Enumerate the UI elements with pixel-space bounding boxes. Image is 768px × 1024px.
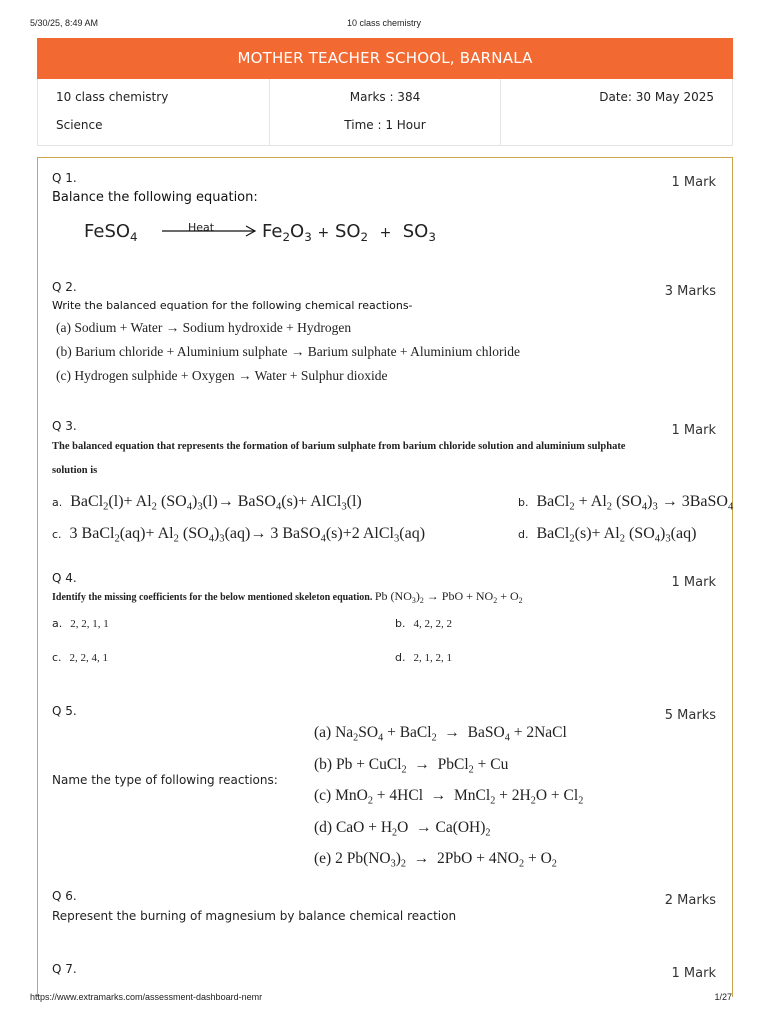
answer-options xyxy=(52,617,718,687)
question-number: Q 5. xyxy=(52,704,77,718)
option-d[interactable]: d. 2, 1, 2, 1 xyxy=(395,650,452,664)
answer-options xyxy=(52,493,734,555)
reaction-item: (c) MnO$_2$ + 4HCl → MnCl$_2$ + $2H_2O + Cl_2$ xyxy=(314,787,584,807)
exam-date: Date: 30 May 2025 xyxy=(599,90,715,104)
option-c[interactable]: c. 3 BaCl$_2$(aq)+ $Al_2$ $(SO_4)_3(aq)\to 3$ BaSO$_4$(s)+2 AlCl$_3$(aq) xyxy=(52,525,426,545)
question-marks: 5 Marks xyxy=(664,708,716,723)
print-title: 10 class chemistry xyxy=(346,18,422,28)
question-1 xyxy=(52,171,718,245)
question-7 xyxy=(52,962,718,981)
paper-info xyxy=(37,79,733,146)
school-banner: MOTHER TEACHER SCHOOL, BARNALA xyxy=(37,38,733,79)
question-number: Q 1. xyxy=(52,171,77,185)
info-marks-col xyxy=(269,79,501,145)
question-marks: 2 Marks xyxy=(664,893,716,908)
skeleton-equation: Pb $(NO_3)_2$ → PbO + $NO_2 + O_2$ xyxy=(374,589,523,605)
class-name: 10 class chemistry xyxy=(56,90,169,104)
info-class-col xyxy=(38,79,269,145)
reaction-item: (d) CaO + $H_2O \to Ca(OH)_2$ xyxy=(314,818,491,839)
equation xyxy=(84,215,718,245)
page-number: 1/27 xyxy=(714,992,732,1002)
question-stem: Write the balanced equation for the following chemical reactions- xyxy=(52,299,413,312)
time-limit: Time : 1 Hour xyxy=(344,118,426,132)
question-stem: Name the type of following reactions: xyxy=(52,773,278,787)
subject-name: Science xyxy=(56,118,103,132)
question-marks: 1 Mark xyxy=(671,575,716,590)
question-stem: Represent the burning of magnesium by balance chemical reaction xyxy=(52,909,457,923)
option-b[interactable]: b. BaCl$_2$ + $Al_2$ $(SO_4)_3$ → 3BaSO$_4$ xyxy=(518,493,734,513)
reaction-item: (a) $Na_2SO_4$ + BaCl$_2$ → BaSO$_4$ + 2NaCl xyxy=(314,724,567,744)
option-c[interactable]: c. 2, 2, 4, 1 xyxy=(52,650,109,664)
reaction-list xyxy=(314,720,583,878)
right-arrow-icon xyxy=(162,219,258,239)
question-2 xyxy=(52,280,718,388)
question-marks: 1 Mark xyxy=(671,423,716,438)
option-a[interactable]: a. BaCl$_2$(l)+ $Al_2$ $(SO_4)_3(l)\to$ BaSO$_4$(s)+ AlCl$_3$(l) xyxy=(52,493,362,513)
equation-condition: Heat xyxy=(188,221,215,234)
question-4 xyxy=(52,571,718,687)
reaction-item: (a) Sodium + Water → Sodium hydroxide + Hydrogen xyxy=(56,320,352,335)
total-marks: Marks : 384 xyxy=(349,90,421,104)
reaction-item: (e) 2 $Pb(NO_3)_2 \to 2PbO + 4NO_2 + O_2$ xyxy=(314,850,557,870)
question-list xyxy=(37,157,733,997)
question-3 xyxy=(52,419,734,555)
question-5 xyxy=(52,704,718,874)
question-number: Q 3. xyxy=(52,419,77,433)
equation-products: $Fe_2O_3 + SO_2 + SO_3$ xyxy=(262,221,436,245)
question-marks: 1 Mark xyxy=(671,175,716,190)
question-stem: Balance the following equation: xyxy=(52,190,258,205)
print-footer xyxy=(30,992,738,1006)
print-datetime: 5/30/25, 8:49 AM xyxy=(30,18,99,28)
option-a[interactable]: a. 2, 2, 1, 1 xyxy=(52,616,109,630)
reaction-item: (b) Barium chloride + Aluminium sulphate → Barium sulphate + Aluminium chloride xyxy=(56,344,521,359)
question-stem: The balanced equation that represents the formation of barium sulphate from barium chloride solution and aluminium sulphate solution is xyxy=(52,441,626,476)
reaction-item: (b) Pb + CuCl$_2$ → PbCl$_2$ + Cu xyxy=(314,755,509,776)
info-date-col xyxy=(500,79,732,145)
question-number: Q 2. xyxy=(52,280,77,294)
question-6 xyxy=(52,889,718,923)
question-number: Q 6. xyxy=(52,889,77,903)
reaction-list xyxy=(56,316,718,388)
print-url: https://www.extramarks.com/assessment-dashboard-nemr xyxy=(30,992,263,1002)
option-b[interactable]: b. 4, 2, 2, 2 xyxy=(395,616,452,630)
reaction-item: (c) Hydrogen sulphide + Oxygen → Water + Sulphur dioxide xyxy=(56,368,388,383)
option-d[interactable]: d. BaCl$_2$(s)+ $Al_2$ $(SO_4)_3(aq)$ xyxy=(518,525,697,545)
equation-reactant: FeSO$_4$ xyxy=(84,221,138,245)
question-number: Q 4. xyxy=(52,571,77,585)
question-stem: Identify the missing coefficients for the below mentioned skeleton equation. Pb $(NO_3)_2$ → PbO + $NO_2 + O_2$ xyxy=(52,589,523,605)
question-number: Q 7. xyxy=(52,962,77,976)
question-marks: 3 Marks xyxy=(664,284,716,299)
print-header xyxy=(30,18,738,32)
question-marks: 1 Mark xyxy=(671,966,716,981)
